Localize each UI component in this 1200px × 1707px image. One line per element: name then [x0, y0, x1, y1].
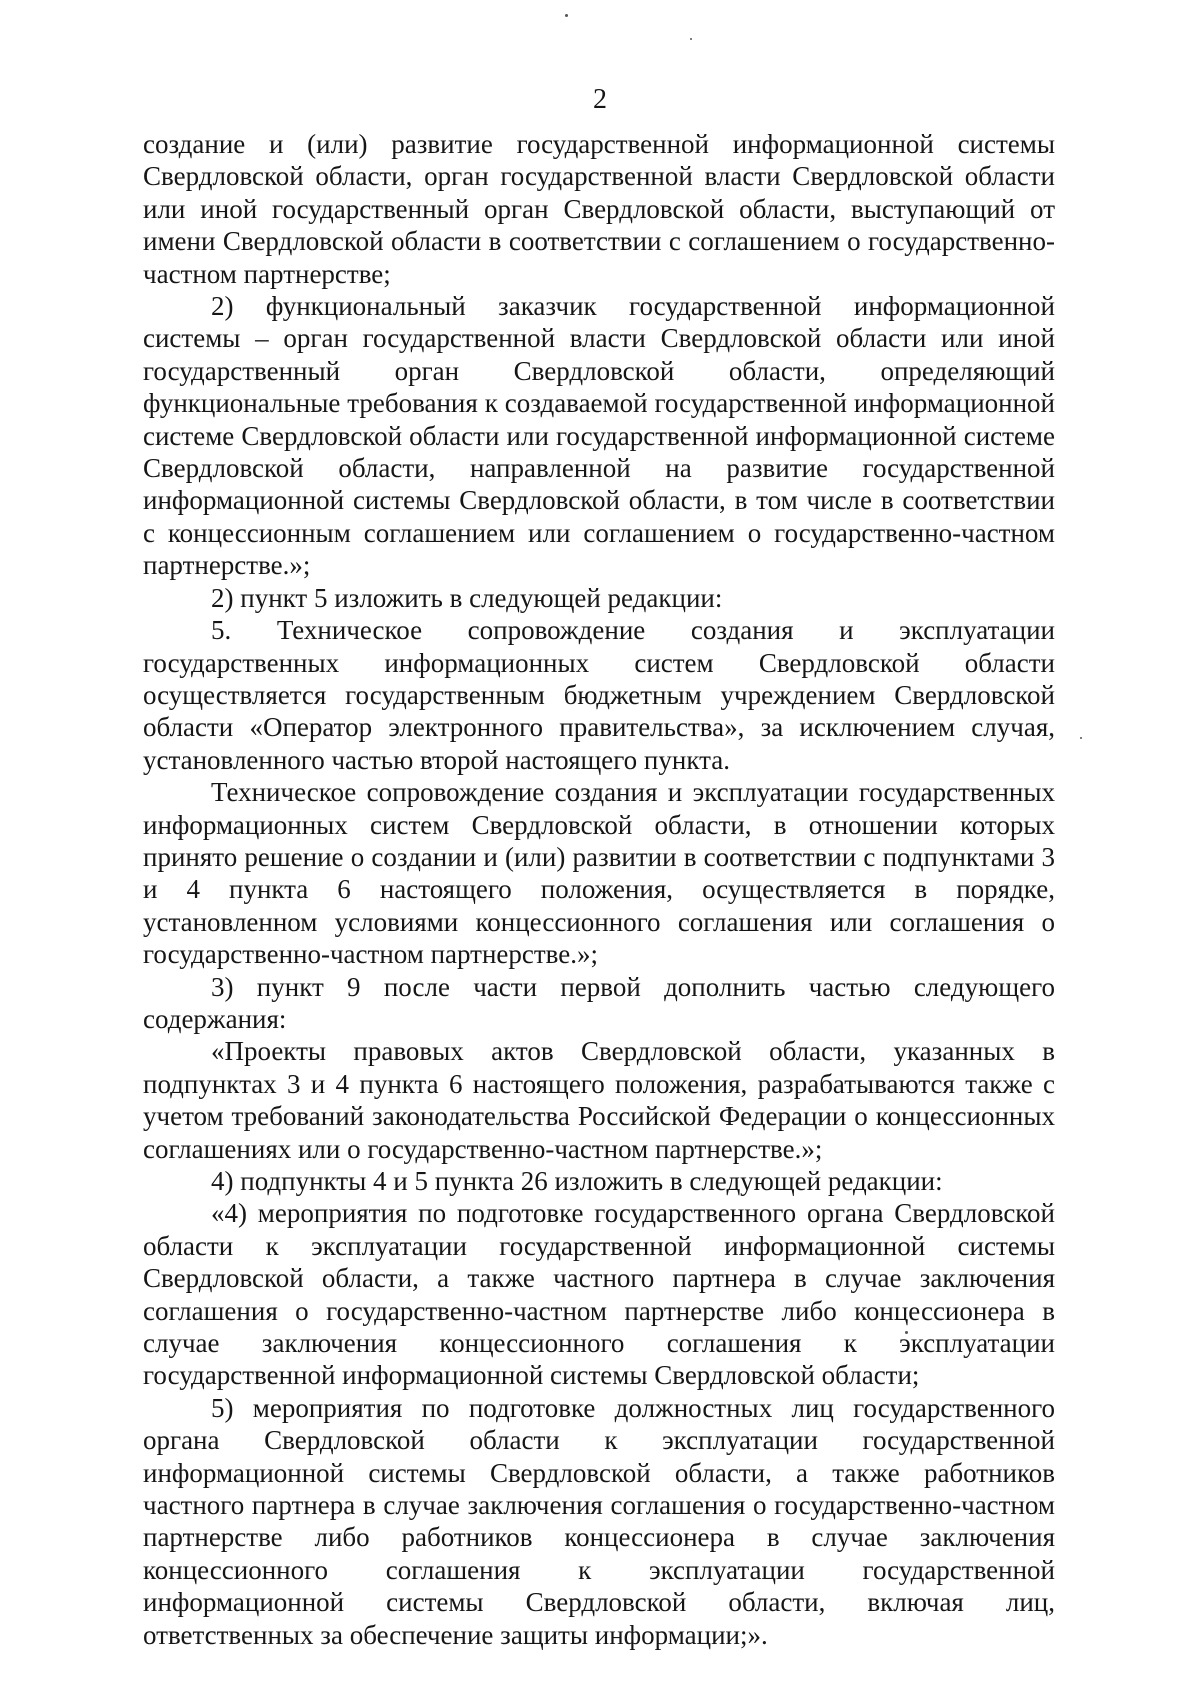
paragraph: создание и (или) развитие государственной информационной системы Свердловской области, орган государственной власти Свердловской области или иной государственный орган Свердловской области, выступающий от имени Свердловской области в соответствии с соглашением о государственно-частном партнерстве;: [143, 129, 1055, 289]
paragraph: «4) мероприятия по подготовке государственного органа Свердловской области к эксплуатации государственной информационной системы Свердловской области, а также частного партнера в случае заключения соглашения о государственно-частном партнерстве либо концессионера в случае заключения концессионного соглашения к эксплуатации государственной информационной системы Свердловской области;: [143, 1198, 1055, 1391]
scan-speck: [565, 14, 568, 17]
paragraph: 5. Техническое сопровождение создания и эксплуатации государственных информационных систем Свердловской области осуществляется государственным бюджетным учреждением Свердловской области «Оператор электронного правительства», за исключением случая, установленного частью второй настоящего пункта.: [143, 615, 1055, 775]
paragraph: 4) подпункты 4 и 5 пункта 26 изложить в следующей редакции:: [211, 1166, 943, 1196]
paragraph: «Проекты правовых актов Свердловской области, указанных в подпунктах 3 и 4 пункта 6 настоящего положения, разрабатываются также с учетом требований законодательства Российской Федерации о концессионных соглашениях или о государственно-частном партнерстве.»;: [143, 1036, 1055, 1164]
paragraph: Техническое сопровождение создания и эксплуатации государственных информационных систем Свердловской области, в отношении которых принято решение о создании и (или) развитии в соответствии с подпунктами 3 и 4 пункта 6 настоящего положения, осуществляется в порядке, установленном условиями концессионного соглашения или соглашения о государственно-частном партнерстве.»;: [143, 777, 1055, 970]
scan-speck: [690, 38, 692, 40]
paragraph: 2) пункт 5 изложить в следующей редакции:: [211, 582, 723, 613]
scan-speck: [1080, 737, 1082, 739]
page-number: 2: [593, 84, 607, 115]
paragraph: 3) пункт 9 после части первой дополнить частью следующего содержания:: [143, 971, 1055, 1034]
paragraph: 2) функциональный заказчик государственной информационной системы – орган государственной власти Свердловской области или иной государственный орган Свердловской области, определяющий функциональные требования к создаваемой государственной информационной системе Свердловской области или государственной информационной системе Свердловской области, направленной на развитие государственной информационной системы Свердловской области, в том числе в соответствии с концессионным соглашением или соглашением о государственно-частном партнерстве.»;: [143, 291, 1055, 581]
document-body: [143, 128, 1055, 1651]
paragraph: 5) мероприятия по подготовке должностных лиц государственного органа Свердловской области к эксплуатации государственной информационной системы Свердловской области, а также работников частного партнера в случае заключения соглашения о государственно-частном партнерстве либо работников концессионера в случае заключения концессионного соглашения к эксплуатации государственной информационной системы Свердловской области, включая лиц, ответственных за обеспечение защиты информации;».: [143, 1392, 1055, 1650]
